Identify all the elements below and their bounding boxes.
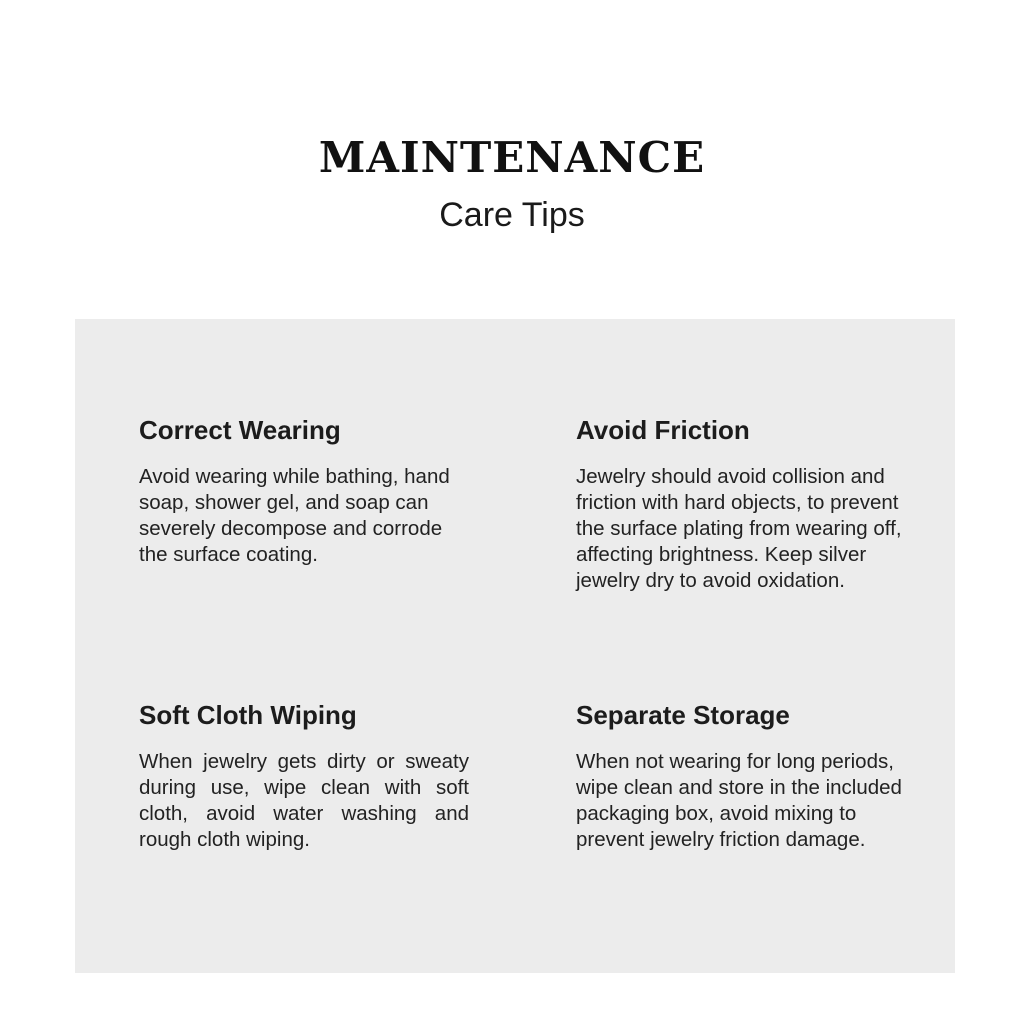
tip-soft-cloth-wiping [139, 699, 469, 853]
header [0, 128, 1024, 238]
tip-title: Soft Cloth Wiping [139, 700, 357, 730]
page-title: MAINTENANCE [318, 133, 706, 182]
tip-separate-storage [576, 699, 912, 853]
page-subtitle: Care Tips [439, 196, 585, 234]
tip-title: Separate Storage [576, 700, 790, 730]
tip-body: Jewelry should avoid collision and friction with hard objects, to prevent the surface plating from wearing off, affecting brightness. Keep silver jewelry dry to avoid oxidation. [576, 465, 902, 592]
tips-panel [75, 319, 955, 973]
tip-title: Avoid Friction [576, 415, 750, 445]
tip-correct-wearing [139, 414, 469, 568]
tip-title: Correct Wearing [139, 415, 341, 445]
tip-body: When jewelry gets dirty or sweaty during use, wipe clean with soft cloth, avoid water washing and rough cloth wiping. [139, 750, 469, 851]
tip-body: Avoid wearing while bathing, hand soap, shower gel, and soap can severely decompose and corrode the surface coating. [139, 465, 450, 566]
tip-body: When not wearing for long periods, wipe clean and store in the included packaging box, avoid mixing to prevent jewelry friction damage. [576, 750, 902, 851]
tip-avoid-friction [576, 414, 906, 594]
